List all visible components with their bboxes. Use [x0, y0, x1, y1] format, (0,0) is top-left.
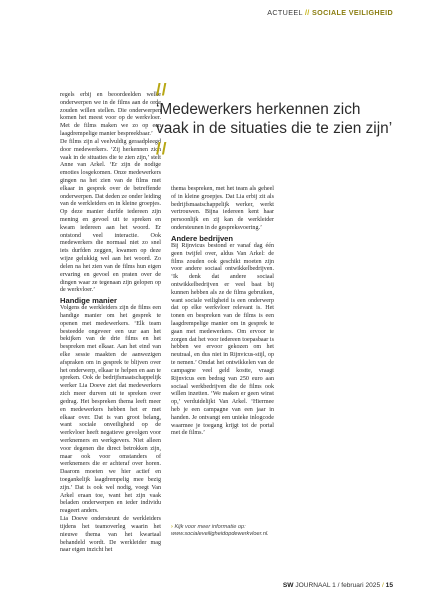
- left-column: [60, 92, 161, 555]
- body-paragraph: regels erbij en beoordeelden welke onderwerpen we in de films aan de orde zouden willen stellen. Die onderwerpen komen het meest voor op de werkvloer. Met de films maken we zo op een laagdrempelige manier bespreekbaar.’: [60, 92, 161, 138]
- body-paragraph: Bij Rijnvicus bestond er vanaf dag één geen twijfel over, aldus Van Arkel: de films zouden ook geschikt moeten zijn voor andere sociaal ontwikkelbedrijven. ‘Ik denk dat andere sociaal ontwikkelbedrijven er veel baat bij kunnen hebben als ze de films gebruiken, want sociale veiligheid is een onderwerp dat op elke werkvloer relevant is. Het tonen en bespreken van de films is een laagdrempelige manier om in gesprek te gaan met medewerkers. Om ervoor te zorgen dat het voor iedereen toepasbaar is hebben we ervoor gekozen om het neutraal, en dus niet in Rijnvicus-stijl, op te nemen.’ Omdat het ontwikkelen van de campagne veel geld kostte, vraagt Rijnvicus een bedrag van 250 euro aan sociaal werkbedrijven die de films ook willen inzetten. ‘We maken er geen winst op,’ verduidelijkt Van Arkel. ‘Hiermee heb je een campagne van een jaar in handen. Je ontvangt een unieke inlogcode waarmee je toegang krijgt tot de portal met de films.’: [171, 242, 274, 437]
- right-column: [171, 186, 274, 438]
- section-label: ACTUEEL: [267, 8, 303, 17]
- arrow-icon: ›: [171, 524, 173, 530]
- magazine-name: SW: [282, 582, 294, 589]
- subheading-andere-bedrijven: Andere bedrijven: [171, 233, 234, 243]
- topic-label: SOCIALE VEILIGHEID: [312, 8, 393, 17]
- body-paragraph: De films zijn al veelvuldig geraadpleegd door medewerkers. ‘Zij herkennen zich vaak in de situaties die te zien zijn,’ stelt Anne van Arkel. ‘Er zijn de nodige emoties losgekomen. Onze medewerkers gingen na het zien van de films met elkaar in gesprek over de betreffende onderwerpen. Dat deden ze onder leiding van de werkleiders en in kleine groepjes. Op deze manier durfde iedereen zijn mening en gevoel uit te spreken en kwam iedereen aan het woord. Er ontstond veel interactie. Ook medewerkers die normaal niet zo snel iets durfden zeggen, kwamen op deze wijze gelukkig wel aan het woord. Zo delen na het zien van de films hun eigen ervaring en gevoel en praten over de dingen waar ze tegenaan zijn gelopen op de werkvloer.’: [60, 138, 161, 294]
- body-paragraph: Volgens de werkleiders zijn de films een handige manier om het gesprek te openen met medewerkers. ‘Elk team besteedde ongeveer een uur aan het bekijken van de drie films en het bespreken met elkaar. Aan het eind van elke sessie maakten de aanwezigen afspraken om in gesprek te blijven over het onderwerp, elkaar te helpen en aan te spreken. Ook de bedrijfsmaatschappelijk werker Lia Doeve ziet dat medewerkers zich meer durven uit te spreken over gedrag. Het bespreken thema leeft meer en medewerkers hebben het er met elkaar over. Dat is van groot belang, want sociale onveiligheid op de werkvloer heeft negatieve gevolgen voor werknemers en werkgevers. Niet alleen voor degenen die direct betrokken zijn, maar ook voor omstanders of werknemers die er achteraf over horen. Daarom moeten we hier actief en toegankelijk laagdrempelig mee bezig zijn.’ Dat is ook wel nodig, voegt Van Arkel eraan toe, want het zijn vaak beladen onderwerpen en ieder individu reageert anders.: [60, 305, 161, 515]
- footer-separator: /: [381, 582, 384, 589]
- section-header: [267, 8, 393, 17]
- quote-close-mark: //: [156, 138, 168, 158]
- quote-open-mark: //: [156, 80, 168, 99]
- header-separator: //: [304, 8, 310, 17]
- quote-text: ‘Medewerkers herkennen zich vaak in de situaties die te zien zijn’: [156, 101, 393, 138]
- more-info-url[interactable]: www.socialeveiligheidopdewerkvloer.nl.: [171, 531, 269, 537]
- more-info-link[interactable]: [171, 524, 291, 538]
- magazine-issue: JOURNAAL 1 / februari 2025: [295, 582, 381, 589]
- more-info-label: Kijk voor meer informatie op:: [174, 524, 246, 530]
- page-number: 15: [385, 582, 393, 589]
- body-paragraph: thema bespreken, met het team als geheel of in kleine groepjes. Dat Lia erbij zit als bedrijfsmaatschappelijk werker, werkt vertrouwen. Bijna iedereen kent haar persoonlijk en zij kan de werkleider ondersteunen in de gespreksvoering.’: [171, 186, 274, 232]
- subheading-handige-manier: Handige manier: [60, 296, 117, 306]
- pull-quote: [156, 80, 396, 159]
- page-footer: [283, 582, 393, 589]
- body-paragraph: Lia Doeve ondersteunt de werkleiders tijdens het teamoverleg waarin het nieuwe thema van het kwartaal behandeld wordt. De werkleider mag naar eigen inzicht het: [60, 516, 161, 554]
